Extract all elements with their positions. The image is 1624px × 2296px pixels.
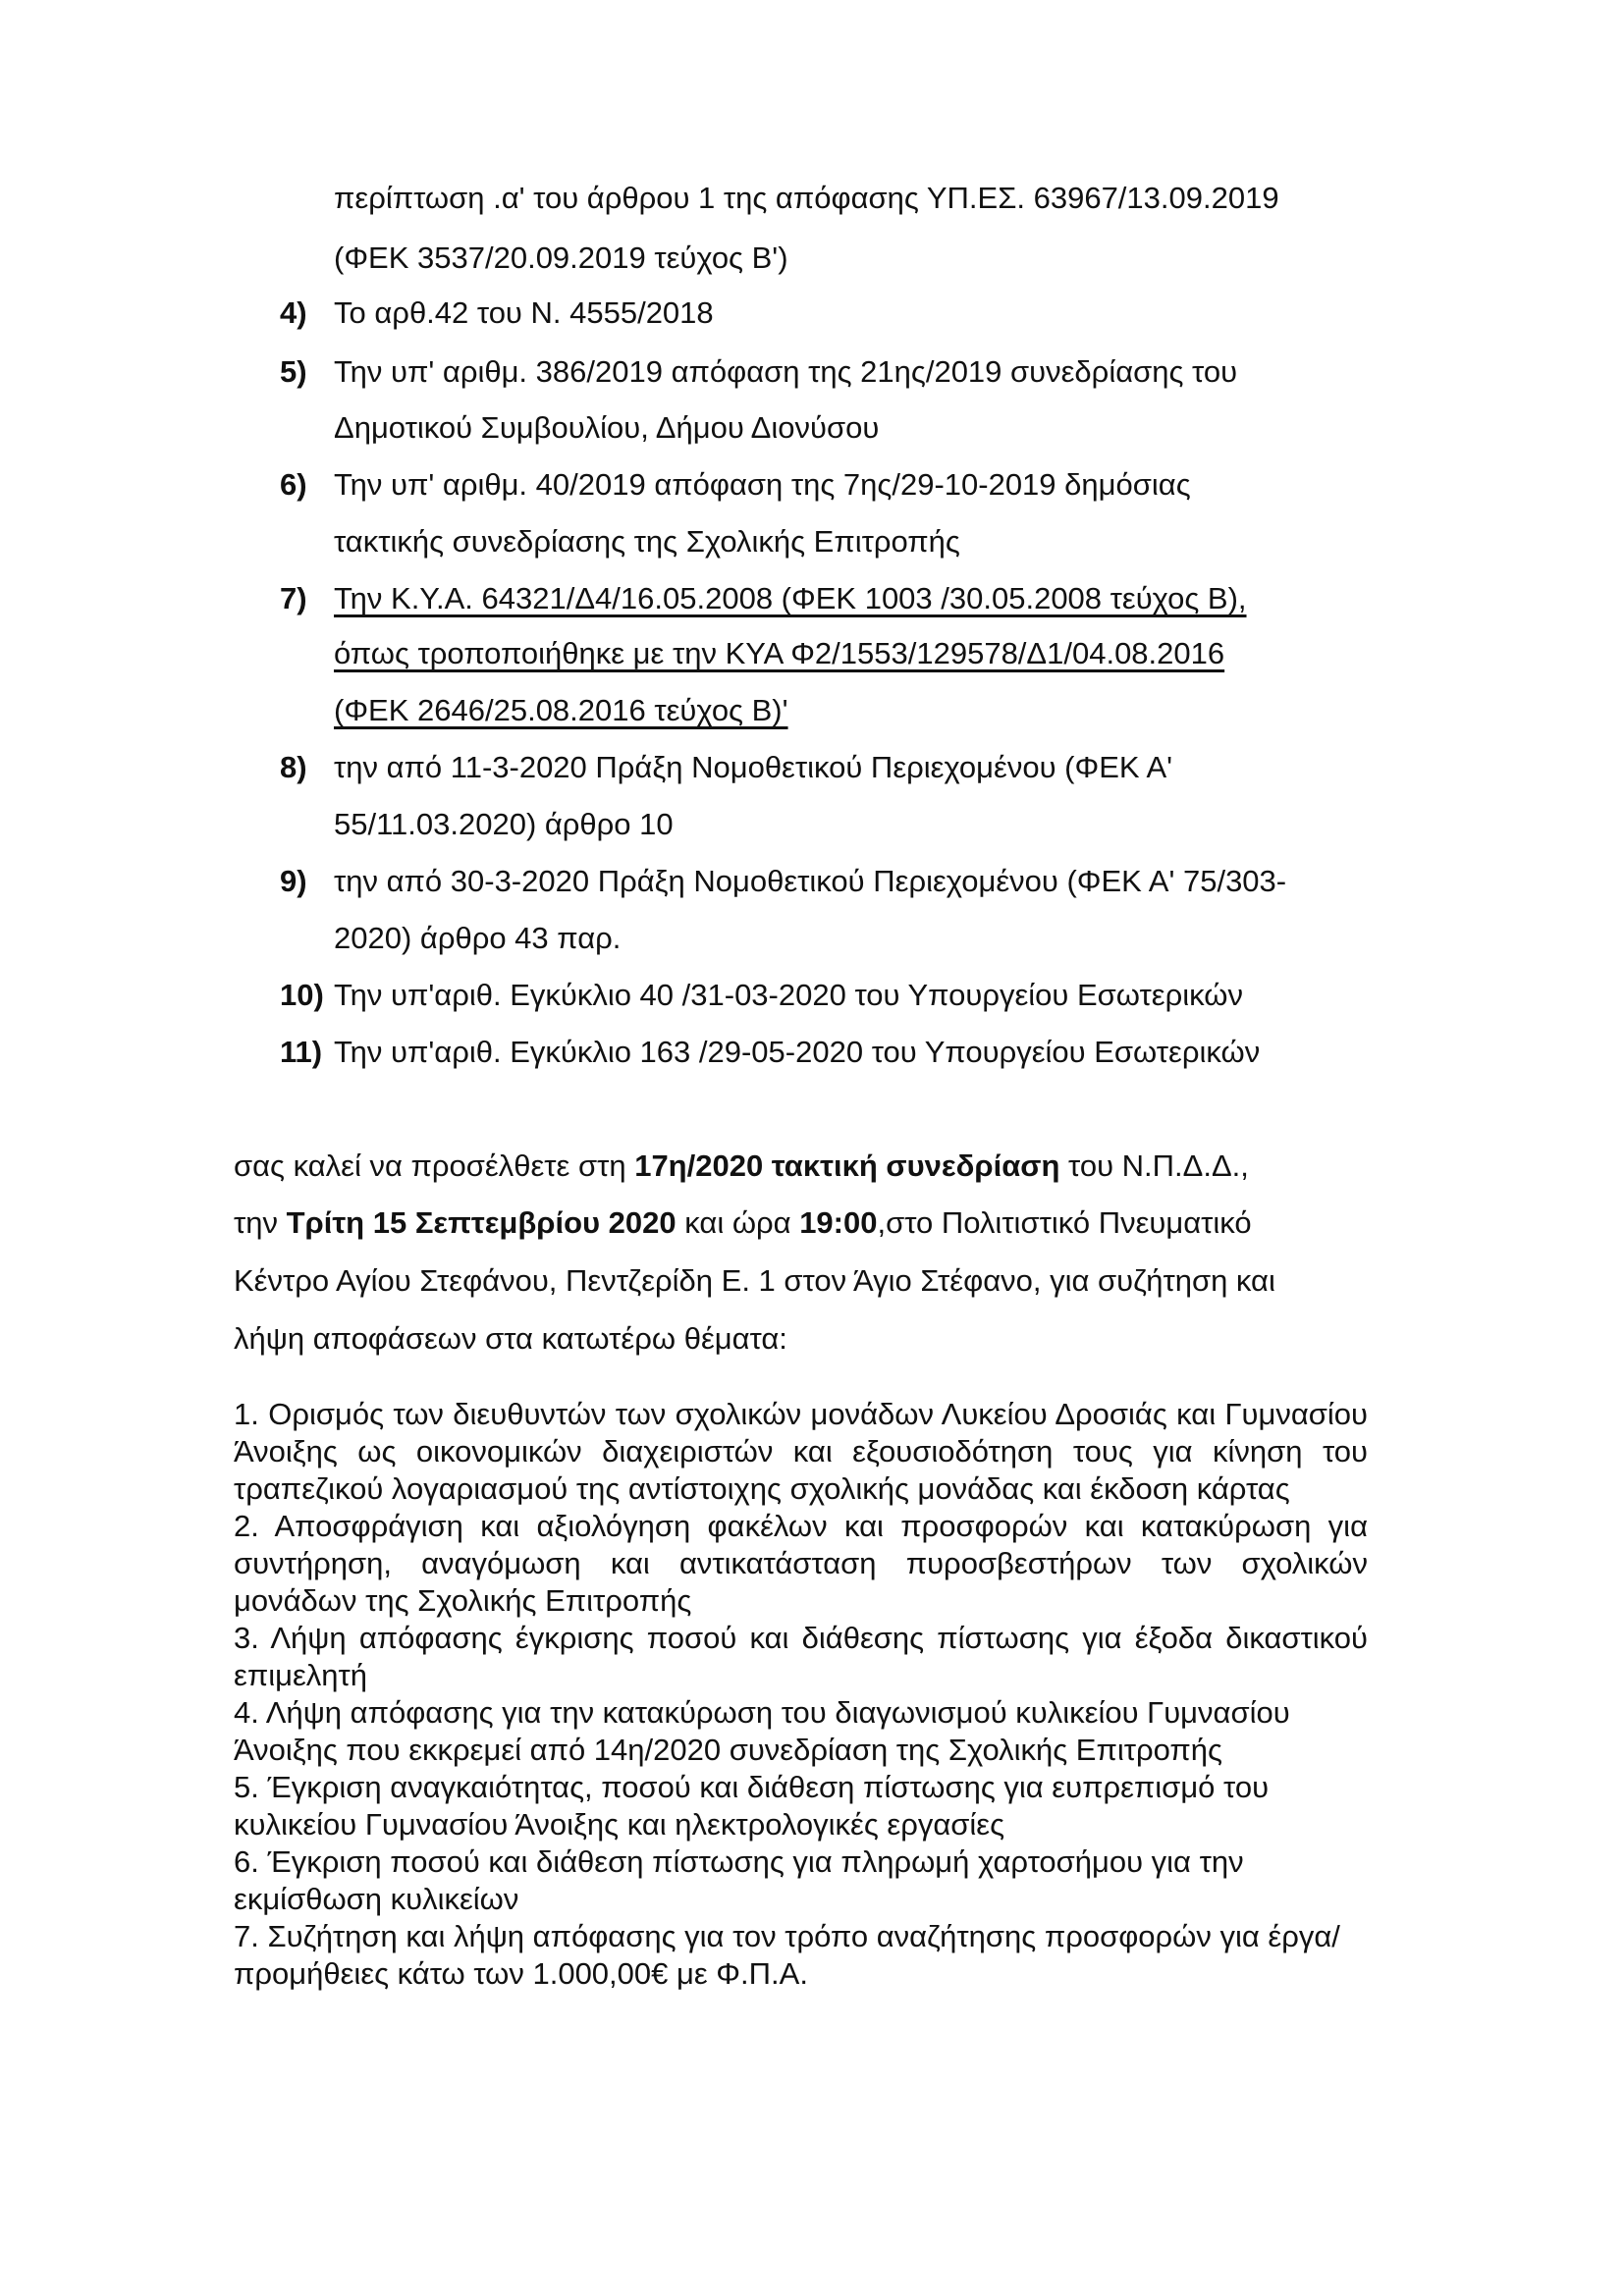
meeting-time: 19:00 [799, 1205, 878, 1240]
agenda-item: 3. Λήψη απόφασης έγκρισης ποσού και διάθεσης πίστωσης για έξοδα δικαστικού επιμελητή [234, 1621, 1368, 1692]
invitation-line-3: Κέντρο Αγίου Στεφάνου, Πεντζερίδη Ε. 1 στον Άγιο Στέφανο, για συζήτηση και [234, 1263, 1275, 1298]
legal-item-number: 4) [280, 295, 307, 330]
legal-item-text: Την υπ'αριθ. Εγκύκλιο 163 /29-05-2020 του Υπουργείου Εσωτερικών [334, 1035, 1261, 1069]
legal-item-number: 5) [280, 354, 307, 389]
agenda-item: 6. Έγκριση ποσού και διάθεση πίστωσης για πληρωμή χαρτοσήμου για την εκμίσθωση κυλικείων [234, 1844, 1244, 1916]
agenda-list [234, 1396, 1368, 1993]
invitation-line-2 [234, 1205, 1252, 1241]
invitation-text: ,στο Πολιτιστικό Πνευματικό [877, 1205, 1252, 1240]
legal-item-text: Την υπ'αριθ. Εγκύκλιο 40 /31-03-2020 του Υπουργείου Εσωτερικών [334, 978, 1243, 1012]
invitation-text: σας καλεί να προσέλθετε στη [234, 1148, 635, 1183]
legal-item-text: Το αρθ.42 του Ν. 4555/2018 [334, 295, 714, 330]
legal-item-text: Την υπ' αριθμ. 40/2019 απόφαση της 7ης/29-10-2019 δημόσιας [334, 467, 1191, 502]
continuation-line-1: περίπτωση .α' του άρθρου 1 της απόφασης ΥΠ.ΕΣ. 63967/13.09.2019 [334, 181, 1279, 215]
legal-item-text: Την υπ' αριθμ. 386/2019 απόφαση της 21ης/2019 συνεδρίασης του [334, 354, 1238, 389]
legal-item-text: 55/11.03.2020) άρθρο 10 [334, 807, 674, 841]
invitation-line-1 [234, 1148, 1249, 1184]
invitation-text: την [234, 1205, 287, 1240]
legal-item-number: 7) [280, 581, 307, 615]
legal-item-number: 8) [280, 750, 307, 784]
legal-item-text: Την Κ.Υ.Α. 64321/Δ4/16.05.2008 (ΦΕΚ 1003 /30.05.2008 τεύχος Β), [334, 581, 1247, 615]
invitation-text: και ώρα [676, 1205, 800, 1240]
legal-item-text: τακτικής συνεδρίασης της Σχολικής Επιτροπής [334, 524, 960, 559]
agenda-item: 2. Αποσφράγιση και αξιολόγηση φακέλων και προσφορών και κατακύρωση για συντήρηση, αναγόμωση και αντικατάσταση πυροσβεστήρων των σχολικών μονάδων της Σχολικής Επιτροπής [234, 1509, 1368, 1618]
agenda-item: 1. Ορισμός των διευθυντών των σχολικών μονάδων Λυκείου Δροσιάς και Γυμνασίου Άνοιξης ως οικονομικών διαχειριστών και εξουσιοδότηση τους για κίνηση του τραπεζικού λογαριασμού της αντίστοιχης σχολικής μονάδας και έκδοση κάρτας [234, 1397, 1368, 1506]
legal-item-number: 10) [280, 978, 324, 1012]
legal-item-text: Δημοτικού Συμβουλίου, Δήμου Διονύσου [334, 410, 880, 445]
invitation-line-4: λήψη αποφάσεων στα κατωτέρω θέματα: [234, 1321, 787, 1356]
agenda-item: 4. Λήψη απόφασης για την κατακύρωση του διαγωνισμού κυλικείου Γυμνασίου Άνοιξης που εκκρεμεί από 14η/2020 συνεδρίαση της Σχολικής Επιτροπής [234, 1695, 1290, 1767]
agenda-item: 7. Συζήτηση και λήψη απόφασης για τον τρόπο αναζήτησης προσφορών για έργα/προμήθειες κάτω των 1.000,00€ με Φ.Π.Α. [234, 1919, 1340, 1991]
meeting-date: Τρίτη 15 Σεπτεμβρίου 2020 [286, 1205, 677, 1240]
legal-item-text: 2020) άρθρο 43 παρ. [334, 921, 622, 955]
agenda-item: 5. Έγκριση αναγκαιότητας, ποσού και διάθεση πίστωσης για ευπρεπισμό του κυλικείου Γυμνασίου Άνοιξης και ηλεκτρολογικές εργασίες [234, 1770, 1270, 1842]
legal-item-text: την από 11-3-2020 Πράξη Νομοθετικού Περιεχομένου (ΦΕΚ Α' [334, 750, 1173, 784]
legal-item-number: 11) [280, 1035, 323, 1069]
legal-item-text: την από 30-3-2020 Πράξη Νομοθετικού Περιεχομένου (ΦΕΚ Α' 75/303- [334, 864, 1287, 898]
legal-item-number: 9) [280, 864, 307, 898]
invitation-text: του Ν.Π.Δ.Δ., [1059, 1148, 1249, 1183]
legal-item-text: όπως τροποποιήθηκε με την ΚΥΑ Φ2/1553/129578/Δ1/04.08.2016 [334, 636, 1225, 670]
legal-item-number: 6) [280, 467, 307, 502]
legal-item-text: (ΦΕΚ 2646/25.08.2016 τεύχος Β)' [334, 693, 788, 727]
continuation-line-2: (ΦΕΚ 3537/20.09.2019 τεύχος Β') [334, 240, 788, 275]
meeting-number: 17η/2020 τακτική συνεδρίαση [634, 1148, 1060, 1183]
